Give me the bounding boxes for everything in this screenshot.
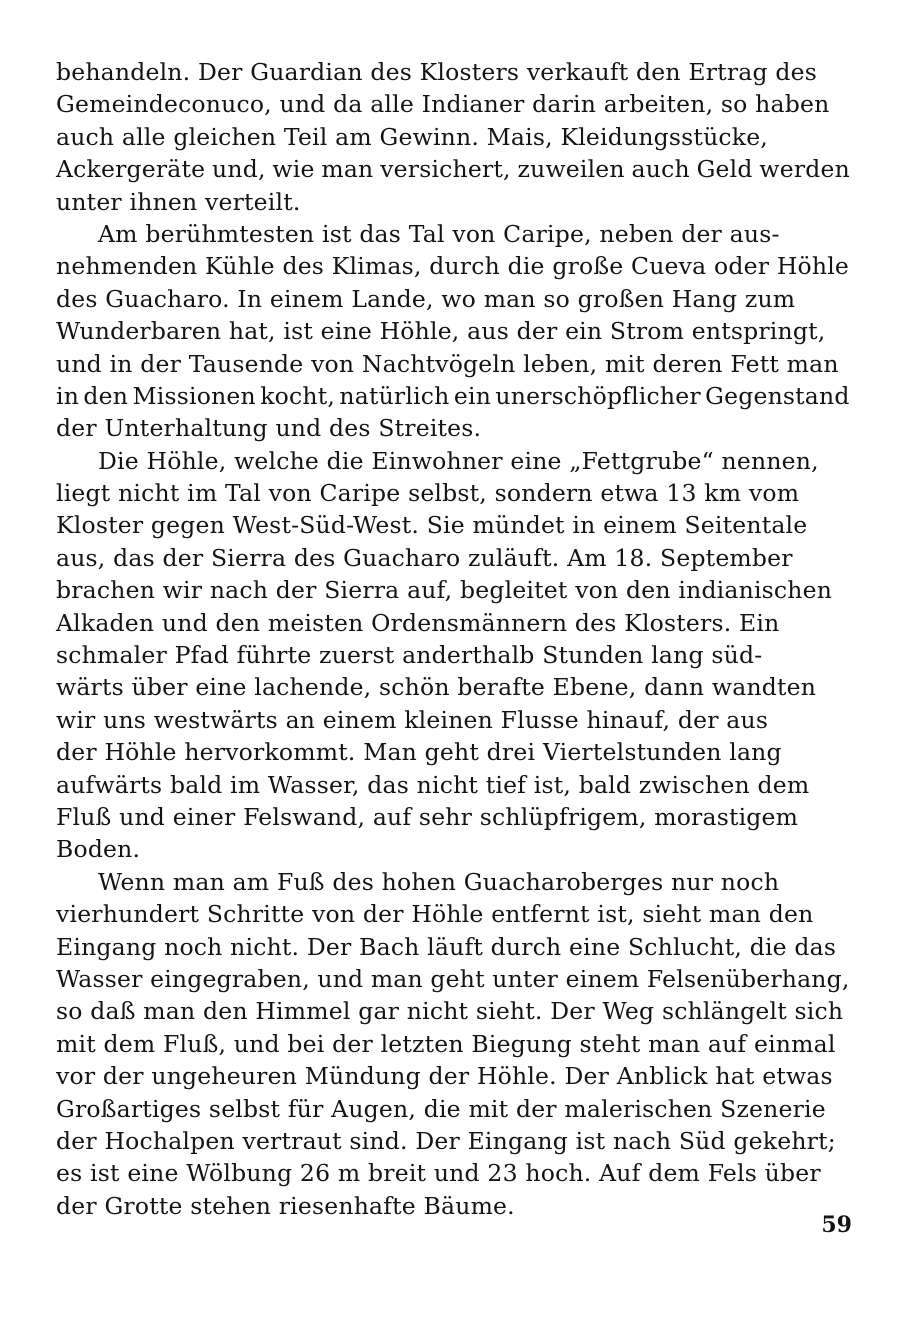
text-line: Kloster gegen West-Süd-West. Sie mündet in einem Seitentale [56,511,808,540]
paragraph-2 [56,218,850,445]
text-line: unter ihnen verteilt. [56,187,301,216]
text-line: Großartiges selbst für Augen, die mit der malerischen Szenerie [56,1094,826,1123]
text-line: vierhundert Schritte von der Höhle entfernt ist, sieht man den [56,900,814,929]
text-line: Fluß und einer Felswand, auf sehr schlüpfrigem, morastigem [56,802,799,831]
text-line: aufwärts bald im Wasser, das nicht tief ist, bald zwischen dem [56,770,810,799]
text-line: mit dem Fluß, und bei der letzten Biegung steht man auf einmal [56,1029,836,1058]
text-line: behandeln. Der Guardian des Klosters verkauft den Ertrag des [56,58,817,86]
paragraph-1 [56,56,850,218]
paragraph-4 [56,866,850,1222]
text-line: Boden. [56,835,141,864]
text-line: Gemeindeconuco, und da alle Indianer darin arbeiten, so haben [56,90,830,119]
text-line: Am berühmtesten ist das Tal von Caripe, neben der aus- [98,219,780,248]
text-line: auch alle gleichen Teil am Gewinn. Mais, Kleidungsstücke, [56,122,768,151]
text-line: es ist eine Wölbung 26 m breit und 23 hoch. Auf dem Fels über [56,1159,821,1188]
text-line: und in der Tausende von Nachtvögeln leben, mit deren Fett man [56,349,839,378]
text-line: schmaler Pfad führte zuerst anderthalb Stunden lang süd- [56,641,763,670]
text-line: des Guacharo. In einem Lande, wo man so großen Hang zum [56,284,796,313]
text-line: Ackergeräte und, wie man versichert, zuweilen auch Geld werden [56,155,850,184]
text-line: so daß man den Himmel gar nicht sieht. Der Weg schlängelt sich [56,997,844,1026]
text-line: der Unterhaltung und des Streites. [56,414,482,443]
text-line: nehmenden Kühle des Klimas, durch die große Cueva oder Höhle [56,252,850,281]
text-line: wir uns westwärts an einem kleinen Flusse hinauf, der aus [56,705,769,734]
text-line: vor der ungeheuren Mündung der Höhle. Der Anblick hat etwas [56,1062,833,1091]
text-line: der Grotte stehen riesenhafte Bäume. [56,1191,515,1220]
page-number: 59 [821,1212,852,1238]
text-line: aus, das der Sierra des Guacharo zuläuft. Am 18. September [56,543,793,572]
text-line: Alkaden und den meisten Ordensmännern des Klosters. Ein [56,608,780,637]
text-line: brachen wir nach der Sierra auf, begleitet von den indianischen [56,576,833,605]
page-body [56,56,850,1222]
text-line: Wunderbaren hat, ist eine Höhle, aus der ein Strom entspringt, [56,317,826,346]
text-line: Wasser eingegraben, und man geht unter einem Felsenüberhang, [56,964,850,993]
paragraph-3 [56,445,850,866]
text-line: liegt nicht im Tal von Caripe selbst, sondern etwa 13 km vom [56,479,800,508]
text-line: wärts über eine lachende, schön berafte Ebene, dann wandten [56,673,817,702]
text-line: Wenn man am Fuß des hohen Guacharoberges nur noch [98,867,780,896]
text-line: Eingang noch nicht. Der Bach läuft durch eine Schlucht, die das [56,932,837,961]
text-line: der Hochalpen vertraut sind. Der Eingang ist nach Süd gekehrt; [56,1126,836,1155]
text-line: der Höhle hervorkommt. Man geht drei Viertelstunden lang [56,738,782,767]
text-line: in den Missionen kocht, natürlich ein unerschöpflicher Gegenstand [56,381,850,410]
text-line: Die Höhle, welche die Einwohner eine „Fettgrube“ nennen, [98,446,819,475]
